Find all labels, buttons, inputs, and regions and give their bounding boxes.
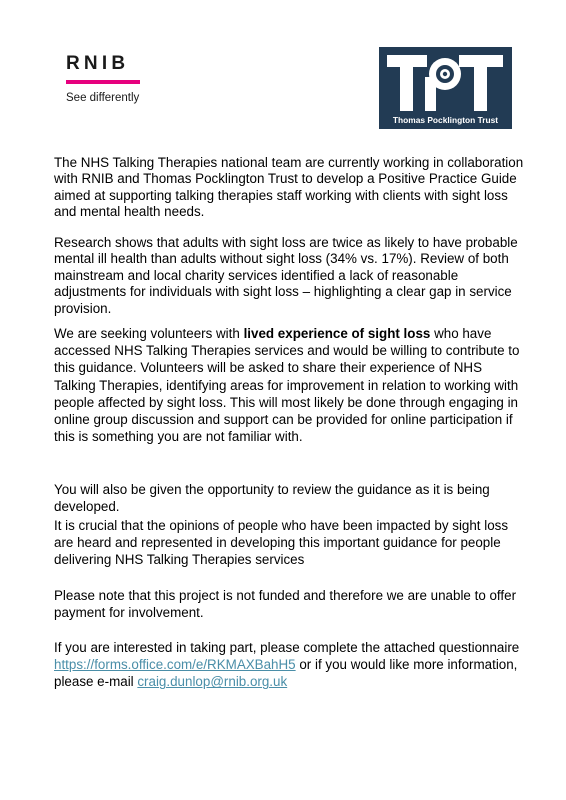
volunteers-text-post: who have accessed NHS Talking Therapies services and would be willing to contribute to this guidance. Volunteers will be asked to share their experience of NHS Talking Therapies, identifying areas for improvement in relation to working with people affected by sight loss. This will most likely be done through engaging in online group discussion and support can be provided for online participation if this is something you are not familiar with.	[54, 326, 520, 445]
paragraph-payment: Please note that this project is not funded and therefore we are unable to offer payment for involvement.	[54, 588, 517, 621]
questionnaire-link[interactable]: https://forms.office.com/e/RKMAXBahH5	[54, 657, 296, 673]
tpt-name: Thomas Pocklington Trust	[392, 115, 499, 125]
rnib-logo	[66, 54, 156, 105]
paragraph-contact	[54, 639, 524, 691]
contact-text-mid: or if you would like more information, please e-mail	[54, 657, 518, 690]
letter-body	[54, 155, 524, 690]
paragraph-volunteers	[54, 325, 524, 445]
contact-text-pre: If you are interested in taking part, please complete the attached questionnaire	[54, 640, 520, 655]
paragraph-review: You will also be given the opportunity to review the guidance as it is being developed.	[54, 482, 490, 515]
rnib-wordmark: RNIB	[66, 53, 130, 74]
volunteers-text-pre: We are seeking volunteers with	[54, 326, 244, 341]
paragraph-crucial: It is crucial that the opinions of people who have been impacted by sight loss are heard and represented in developing this important guidance for people delivering NHS Talking Therapies services	[54, 518, 509, 568]
rnib-tagline: See differently	[66, 92, 140, 104]
paragraph-intro: The NHS Talking Therapies national team are currently working in collaboration with RNIB and Thomas Pocklington Trust to develop a Positive Practice Guide aimed at supporting talking therapies staff working with clients with sight loss and mental health needs.	[54, 155, 524, 220]
rnib-accent-bar	[66, 80, 140, 84]
tpt-logo	[379, 47, 512, 129]
lived-experience-emphasis: lived experience of sight loss	[243, 326, 431, 341]
email-link[interactable]: craig.dunlop@rnib.org.uk	[137, 674, 288, 690]
paragraph-research: Research shows that adults with sight loss are twice as likely to have probable mental ill health than adults without sight loss (34% vs. 17%). Review of both mainstream and local charity services identified a lack of reasonable adjustments for individuals with sight loss – highlighting a clear gap in service provision.	[54, 235, 518, 316]
